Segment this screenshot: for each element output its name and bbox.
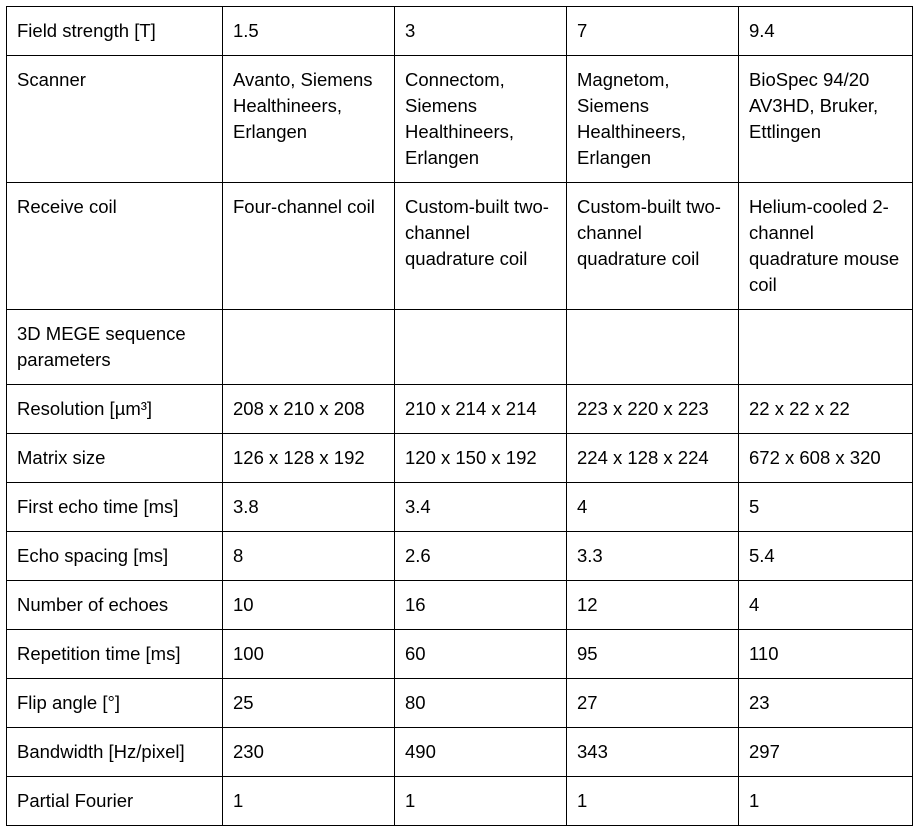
table-row-resolution xyxy=(7,385,913,434)
table-cell: 3 xyxy=(395,7,567,56)
table-cell: 22 x 22 x 22 xyxy=(739,385,913,434)
table-cell: 25 xyxy=(223,679,395,728)
table-cell: 1 xyxy=(739,777,913,826)
parameters-table xyxy=(6,6,913,826)
row-label: Flip angle [°] xyxy=(7,679,223,728)
table-row-echo-spacing xyxy=(7,532,913,581)
table-row-first-echo-time xyxy=(7,483,913,532)
row-label: First echo time [ms] xyxy=(7,483,223,532)
table-row-number-of-echoes xyxy=(7,581,913,630)
table-row-receive-coil xyxy=(7,183,913,310)
row-label: Scanner xyxy=(7,56,223,183)
table-cell: 23 xyxy=(739,679,913,728)
table-row-matrix-size xyxy=(7,434,913,483)
table-cell: 672 x 608 x 320 xyxy=(739,434,913,483)
table-cell: 100 xyxy=(223,630,395,679)
table-cell: 27 xyxy=(567,679,739,728)
row-label: Bandwidth [Hz/pixel] xyxy=(7,728,223,777)
table-cell: 7 xyxy=(567,7,739,56)
table-cell: 10 xyxy=(223,581,395,630)
table-row-bandwidth xyxy=(7,728,913,777)
table-cell xyxy=(395,310,567,385)
table-cell: Four-channel coil xyxy=(223,183,395,310)
table-row-scanner xyxy=(7,56,913,183)
table-cell: 490 xyxy=(395,728,567,777)
table-row-field-strength xyxy=(7,7,913,56)
table-cell: 343 xyxy=(567,728,739,777)
table-cell: 120 x 150 x 192 xyxy=(395,434,567,483)
table-cell: 210 x 214 x 214 xyxy=(395,385,567,434)
table-row-partial-fourier xyxy=(7,777,913,826)
table-cell: 60 xyxy=(395,630,567,679)
table-cell: 3.8 xyxy=(223,483,395,532)
row-label: Field strength [T] xyxy=(7,7,223,56)
table-row-sequence-parameters xyxy=(7,310,913,385)
table-cell: 3.3 xyxy=(567,532,739,581)
table-cell: 126 x 128 x 192 xyxy=(223,434,395,483)
table-row-flip-angle xyxy=(7,679,913,728)
table-cell: 1 xyxy=(223,777,395,826)
row-label: Matrix size xyxy=(7,434,223,483)
table-cell: 1.5 xyxy=(223,7,395,56)
row-label: Number of echoes xyxy=(7,581,223,630)
table-cell: 3.4 xyxy=(395,483,567,532)
table-row-repetition-time xyxy=(7,630,913,679)
row-label: Resolution [µm³] xyxy=(7,385,223,434)
table-cell: Custom-built two-channel quadrature coil xyxy=(567,183,739,310)
table-cell: 1 xyxy=(395,777,567,826)
row-label: Repetition time [ms] xyxy=(7,630,223,679)
table-cell: 8 xyxy=(223,532,395,581)
table-cell: Connectom, Siemens Healthineers, Erlangen xyxy=(395,56,567,183)
table-cell: BioSpec 94/20 AV3HD, Bruker, Ettlingen xyxy=(739,56,913,183)
table-cell: Helium-cooled 2-channel quadrature mouse coil xyxy=(739,183,913,310)
row-label: Partial Fourier xyxy=(7,777,223,826)
row-label: Echo spacing [ms] xyxy=(7,532,223,581)
table-cell: 12 xyxy=(567,581,739,630)
table-cell: 4 xyxy=(567,483,739,532)
table-cell: Magnetom, Siemens Healthineers, Erlangen xyxy=(567,56,739,183)
row-label: Receive coil xyxy=(7,183,223,310)
table-cell: 2.6 xyxy=(395,532,567,581)
table-cell xyxy=(223,310,395,385)
table-cell: 297 xyxy=(739,728,913,777)
table-cell xyxy=(739,310,913,385)
table-cell: 80 xyxy=(395,679,567,728)
table-cell: 4 xyxy=(739,581,913,630)
table-cell: 5.4 xyxy=(739,532,913,581)
table-cell: Avanto, Siemens Healthineers, Erlangen xyxy=(223,56,395,183)
table-cell: 110 xyxy=(739,630,913,679)
table-cell: 1 xyxy=(567,777,739,826)
table-cell: 5 xyxy=(739,483,913,532)
table-cell: 223 x 220 x 223 xyxy=(567,385,739,434)
table-cell xyxy=(567,310,739,385)
table-cell: 95 xyxy=(567,630,739,679)
table-cell: 230 xyxy=(223,728,395,777)
table-cell: Custom-built two-channel quadrature coil xyxy=(395,183,567,310)
section-label: 3D MEGE sequence parameters xyxy=(7,310,223,385)
table-cell: 9.4 xyxy=(739,7,913,56)
table-cell: 16 xyxy=(395,581,567,630)
table-cell: 208 x 210 x 208 xyxy=(223,385,395,434)
table-cell: 224 x 128 x 224 xyxy=(567,434,739,483)
